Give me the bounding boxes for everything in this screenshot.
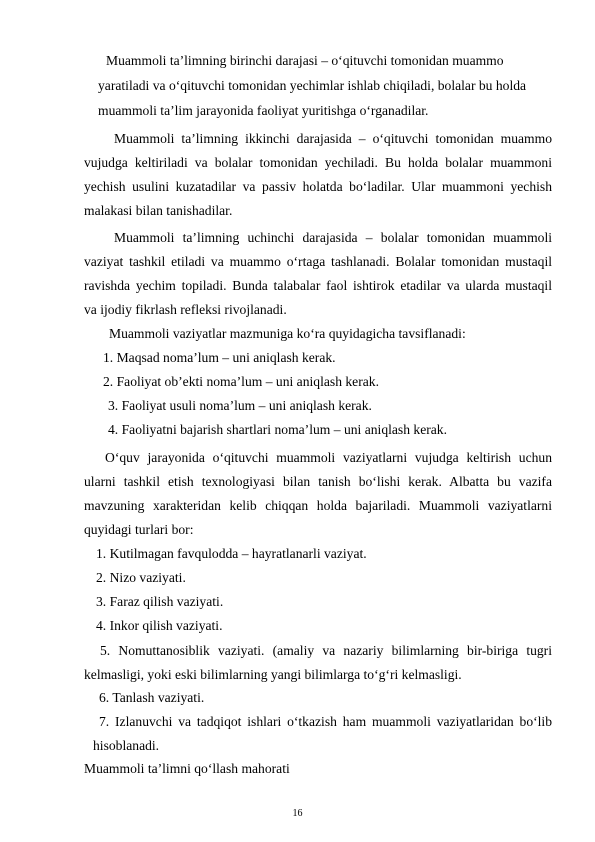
paragraph-line: muammoli ta’lim jarayonida faoliyat yuritishga o‘rganadilar. bbox=[98, 103, 429, 118]
list-item: 3. Faoliyat usuli noma’lum – uni aniqlash kerak. bbox=[108, 398, 372, 413]
paragraph-line: yechish usulini kuzatadilar va passiv holatda bo‘ladilar. Ular muammoni yechish bbox=[84, 179, 552, 194]
paragraph-line: vaziyat tashkil etiladi va muammo o‘rtaga tashlanadi. Bolalar tomonidan mustaqil bbox=[84, 254, 552, 269]
paragraph-line: Muammoli ta’limning uchinchi darajasida – bolalar tomonidan muammoli bbox=[114, 230, 552, 245]
paragraph-line: Muammoli ta’limning birinchi darajasi – o‘qituvchi tomonidan muammo bbox=[106, 53, 504, 68]
paragraph-line: mavzuning xarakteridan kelib chiqqan holda bajariladi. Muammoli vaziyatlarni bbox=[84, 498, 552, 513]
list-item: 4. Inkor qilish vaziyati. bbox=[96, 618, 223, 633]
paragraph-line: O‘quv jarayonida o‘qituvchi muammoli vaziyatlarni vujudga keltirish uchun bbox=[105, 450, 552, 465]
section-heading: Muammoli ta’limni qo‘llash mahorati bbox=[84, 761, 290, 776]
paragraph-line: malakasi bilan tanishadilar. bbox=[84, 203, 233, 218]
list-item: 1. Maqsad noma’lum – uni aniqlash kerak. bbox=[103, 350, 336, 365]
paragraph-line: quyidagi turlari bor: bbox=[84, 522, 194, 537]
paragraph-line: yaratiladi va o‘qituvchi tomonidan yechimlar ishlab chiqiladi, bolalar bu holda bbox=[98, 78, 527, 93]
paragraph-line: Muammoli vaziyatlar mazmuniga ko‘ra quyidagicha tavsiflanadi: bbox=[109, 326, 466, 341]
list-item: 4. Faoliyatni bajarish shartlari noma’lum – uni aniqlash kerak. bbox=[108, 422, 448, 437]
paragraph-line: va ijodiy fikrlash refleksi rivojlanadi. bbox=[84, 302, 287, 317]
paragraph-line: ularni tashkil etish texnologiyasi bilan tanish bo‘lishi kerak. Albatta bu vazifa bbox=[84, 474, 552, 489]
list-item: 2. Faoliyat ob’ekti noma’lum – uni aniqlash kerak. bbox=[103, 374, 379, 389]
paragraph-line: Muammoli ta’limning ikkinchi darajasida – o‘qituvchi tomonidan muammo bbox=[114, 131, 552, 146]
list-item: 3. Faraz qilish vaziyati. bbox=[96, 594, 224, 609]
list-item: hisoblanadi. bbox=[93, 738, 160, 753]
paragraph-line: ravishda yechim topiladi. Bunda talabalar faol ishtirok etadilar va ularda mustaqil bbox=[84, 278, 552, 293]
list-item: 5. Nomuttanosiblik vaziyati. (amaliy va nazariy bilimlarning bir-biriga tugri bbox=[100, 643, 552, 658]
page-number: 16 bbox=[292, 808, 303, 819]
list-item: 1. Kutilmagan favqulodda – hayratlanarli vaziyat. bbox=[96, 546, 367, 561]
paragraph-line: vujudga keltiriladi va bolalar tomonidan yechiladi. Bu holda bolalar muammoni bbox=[84, 155, 552, 170]
list-item: 2. Nizo vaziyati. bbox=[96, 570, 186, 585]
list-item: 6. Tanlash vaziyati. bbox=[99, 690, 205, 705]
list-item: 7. Izlanuvchi va tadqiqot ishlari o‘tkazish ham muammoli vaziyatlaridan bo‘lib bbox=[99, 714, 552, 729]
list-item: kelmasligi, yoki eski bilimlarning yangi bilimlarga to‘g‘ri kelmasligi. bbox=[84, 667, 462, 682]
